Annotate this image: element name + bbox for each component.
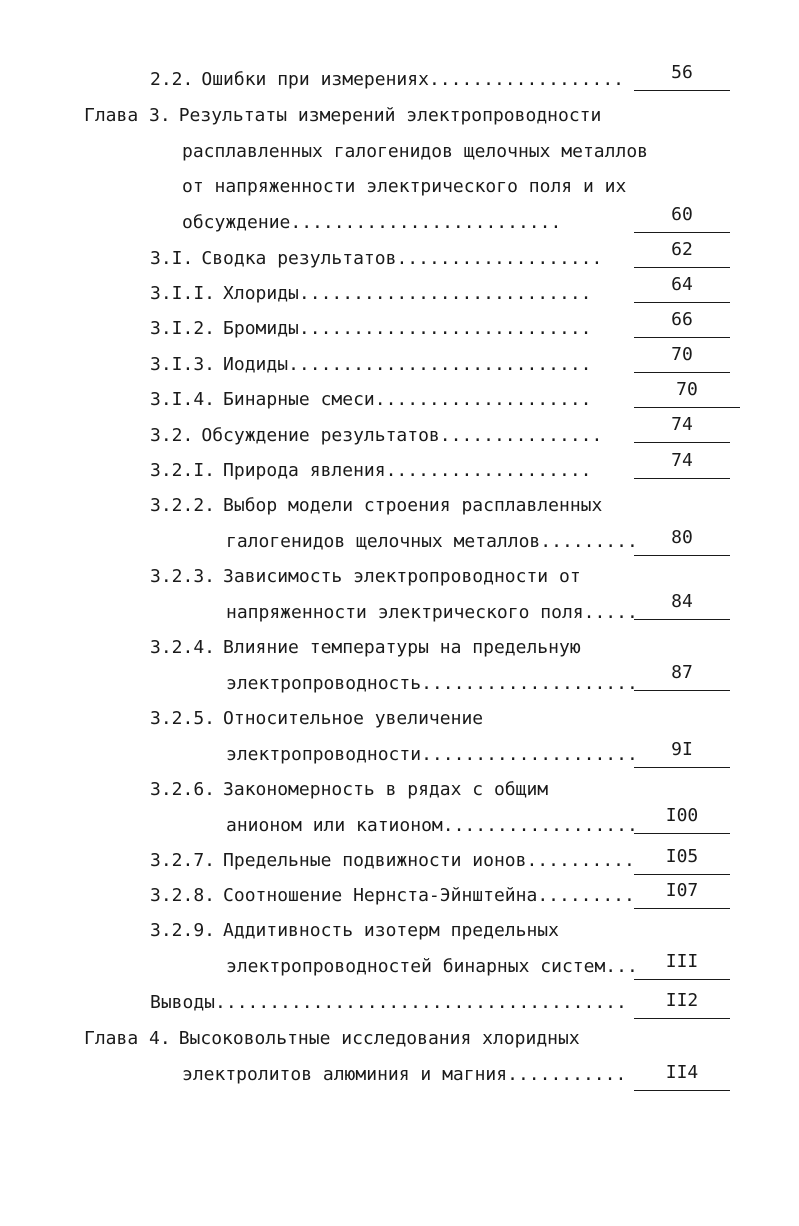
page-number: 80: [634, 525, 730, 556]
toc-entry-3-2: [150, 418, 602, 454]
toc-entry-3-2-3: [150, 559, 581, 595]
chapter-number: Глава 3.: [84, 105, 171, 126]
entry-title-cont: галогенидов щелочных металлов: [226, 531, 541, 552]
page-number: II2: [634, 988, 730, 1019]
entry-title: Бинарные смеси: [223, 389, 375, 410]
entry-number: 3.2.2.: [150, 495, 216, 516]
toc-entry-3-1-4: [150, 382, 592, 418]
toc-entry-3-2-1: [150, 453, 592, 489]
leader-dots: .........................: [290, 212, 562, 233]
entry-title: Ошибки при измерениях: [201, 69, 429, 90]
page-number: I07: [634, 878, 730, 909]
toc-entry-3-1-2: [150, 311, 592, 347]
leader-dots: ..................: [428, 69, 625, 90]
entry-number: 3.I.2.: [150, 318, 216, 339]
entry-title-cont: электропроводностей бинарных систем: [226, 956, 606, 977]
toc-entry-3-2-4: [150, 630, 581, 666]
page-number: 64: [634, 272, 730, 303]
toc-entry-3-2-6: [150, 772, 548, 808]
chapter-title-cont: обсуждение: [182, 212, 291, 233]
entry-title: Относительное увеличение: [223, 708, 484, 729]
page-number: III: [634, 949, 730, 980]
entry-title: Зависимость электропроводности от: [223, 566, 581, 587]
entry-title: Природа явления: [223, 460, 386, 481]
entry-title-cont: электропроводности: [226, 744, 422, 765]
entry-number: 3.2.4.: [150, 637, 216, 658]
page-number: 9I: [634, 737, 730, 768]
toc-entry-3-2-7: [150, 843, 635, 879]
entry-number: 3.2.7.: [150, 850, 216, 871]
toc-entry-3-2-2: [150, 488, 602, 524]
entry-number: 3.I.3.: [150, 354, 216, 375]
page-number: 74: [634, 448, 730, 479]
toc-chapter-3-cont-1: [182, 134, 648, 170]
leader-dots: ..................: [442, 815, 638, 836]
page-number: 70: [634, 377, 740, 408]
page-number: 66: [634, 307, 730, 338]
entry-number: 3.2.I.: [150, 460, 216, 481]
entry-number: 3.2.8.: [150, 885, 216, 906]
entry-title: Иодиды: [223, 354, 289, 375]
entry-title: Сводка результатов: [201, 248, 397, 269]
toc-entry-3-1-3: [150, 347, 592, 383]
entry-title: Обсуждение результатов: [201, 425, 440, 446]
entry-title-cont: напряженности электрического поля: [226, 602, 584, 623]
entry-number: 3.I.: [150, 248, 194, 269]
entry-title: Влияние температуры на предельную: [223, 637, 581, 658]
leader-dots: ....................: [421, 744, 638, 765]
toc-entry-3-1: [150, 241, 602, 277]
chapter-title-cont: электролитов алюминия и магния: [182, 1064, 508, 1085]
page-number: 62: [634, 237, 730, 268]
leader-dots: ..........: [526, 850, 635, 871]
page-number: 56: [634, 60, 730, 91]
leader-dots: .........: [537, 885, 635, 906]
page-number: 60: [634, 202, 730, 233]
toc-entry-3-2-5: [150, 701, 483, 737]
leader-dots: ...: [605, 956, 638, 977]
entry-title: Хлориды: [223, 283, 299, 304]
toc-entry-3-2-4-cont: [226, 666, 638, 702]
toc-entry-3-2-3-cont: [226, 595, 638, 631]
entry-number: 3.2.: [150, 425, 194, 446]
entry-title: Бромиды: [223, 318, 299, 339]
leader-dots: .........: [540, 531, 638, 552]
toc-chapter-4: [84, 1021, 580, 1057]
entry-number: 2.2.: [150, 69, 194, 90]
entry-number: 3.2.3.: [150, 566, 216, 587]
entry-number: 3.2.5.: [150, 708, 216, 729]
chapter-title: Высоковольтные исследования хлоридных: [178, 1028, 580, 1049]
leader-dots: .....: [583, 602, 638, 623]
toc-entry-3-1-1: [150, 276, 592, 312]
leader-dots: ...........................: [298, 283, 592, 304]
page-number: 84: [634, 589, 730, 620]
chapter-title: Результаты измерений электропроводности: [178, 105, 602, 126]
chapter-title-cont: расплавленных галогенидов щелочных металлов: [182, 141, 648, 162]
entry-title-cont: анионом или катионом: [226, 815, 443, 836]
entry-title: Выбор модели строения расплавленных: [223, 495, 603, 516]
toc-entry-3-2-2-cont: [226, 524, 638, 560]
entry-title: Выводы: [150, 992, 216, 1013]
entry-number: 3.2.9.: [150, 920, 216, 941]
entry-title: Аддитивность изотерм предельных: [223, 920, 559, 941]
entry-title-cont: электропроводность: [226, 673, 422, 694]
toc-chapter-3-cont-3: [182, 205, 561, 241]
toc-entry-3-2-9: [150, 913, 559, 949]
leader-dots: ...........................: [298, 318, 592, 339]
toc-entry-3-2-6-cont: [226, 808, 638, 844]
entry-title: Закономерность в рядах с общим: [223, 779, 549, 800]
toc-entry-2-2: [150, 62, 624, 98]
leader-dots: ....................: [374, 389, 592, 410]
page-number: 70: [634, 342, 730, 373]
leader-dots: ...............: [439, 425, 603, 446]
leader-dots: ............................: [288, 354, 592, 375]
leader-dots: ...........: [507, 1064, 627, 1085]
toc-entry-3-2-5-cont: [226, 737, 638, 773]
page-number: 74: [634, 412, 730, 443]
page-number: I05: [634, 844, 730, 875]
entry-title: Соотношение Нернста-Эйнштейна: [223, 885, 538, 906]
entry-number: 3.I.I.: [150, 283, 216, 304]
entry-title: Предельные подвижности ионов: [223, 850, 527, 871]
toc-chapter-3-cont-2: [182, 169, 626, 205]
chapter-title-cont: от напряженности электрического поля и их: [182, 176, 627, 197]
toc-chapter-3: [84, 98, 601, 134]
toc-entry-3-2-9-cont: [226, 949, 638, 985]
entry-number: 3.2.6.: [150, 779, 216, 800]
leader-dots: ...................: [385, 460, 592, 481]
page-number: II4: [634, 1060, 730, 1091]
toc-chapter-4-cont: [182, 1057, 626, 1093]
chapter-number: Глава 4.: [84, 1028, 171, 1049]
leader-dots: ......................................: [215, 992, 627, 1013]
leader-dots: ...................: [396, 248, 603, 269]
toc-conclusions: [150, 985, 627, 1021]
toc-entry-3-2-8: [150, 878, 635, 914]
page-number: I00: [634, 803, 730, 834]
page-number: 87: [634, 660, 730, 691]
entry-number: 3.I.4.: [150, 389, 216, 410]
leader-dots: ....................: [421, 673, 638, 694]
